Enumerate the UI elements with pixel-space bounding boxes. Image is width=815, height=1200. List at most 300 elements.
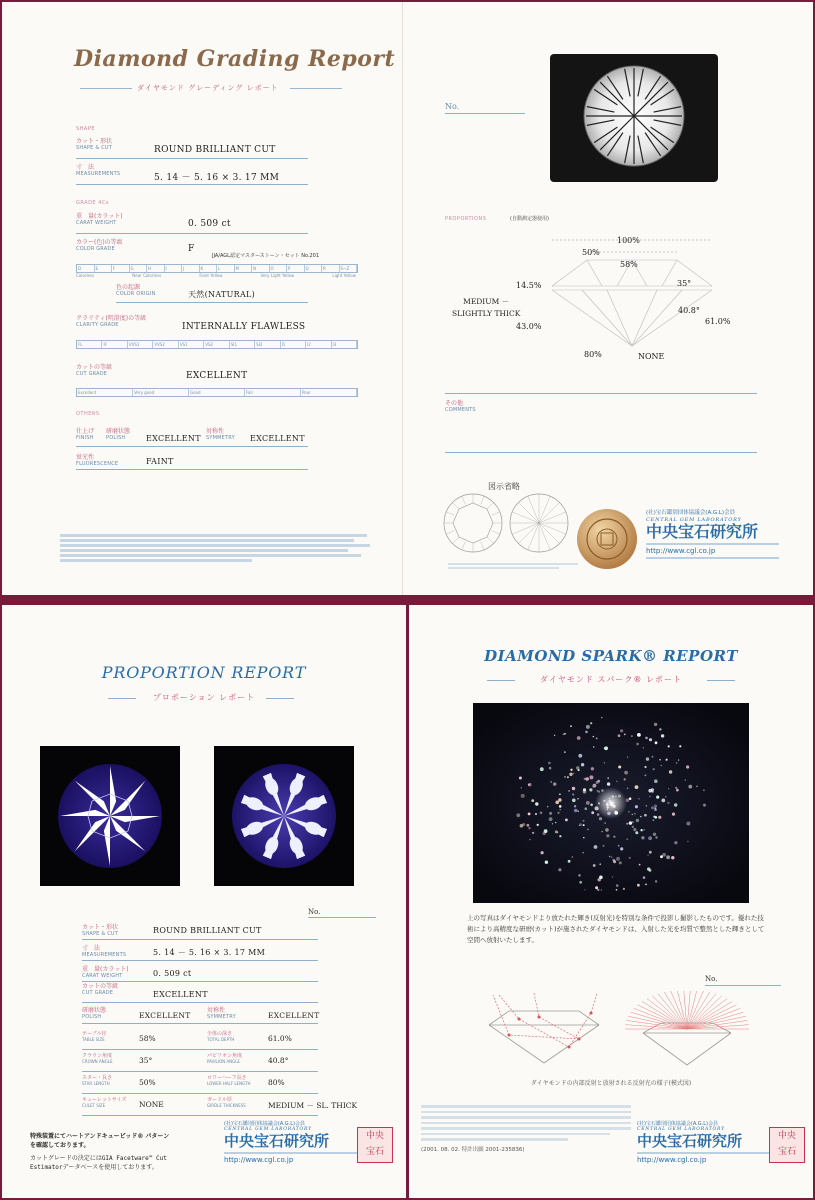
sparkle-dot	[582, 852, 583, 853]
color-label-en: COLOR GRADE	[76, 246, 115, 252]
sparkle-dot	[672, 813, 675, 816]
sparkle-dot	[665, 796, 666, 797]
sparkle-dot	[552, 823, 553, 824]
fineprint-line	[421, 1133, 610, 1136]
clarity-scale-cell: IF	[102, 341, 127, 348]
polish-label	[106, 428, 130, 442]
color-scale-cell: S~Z	[340, 265, 358, 272]
sparkle-dot	[618, 766, 621, 769]
carat-label	[76, 213, 123, 227]
sparkle-dot	[638, 798, 640, 800]
special-note-line1: 特殊装置にてハートアンドキューピッド® パターン	[30, 1133, 170, 1140]
sparkle-dot	[655, 807, 657, 809]
sparkle-dot	[613, 860, 616, 863]
p-cut-label-en: CUT GRADE	[82, 990, 114, 996]
shape-rule	[76, 158, 308, 159]
sparkle-dot	[644, 766, 646, 768]
sparkle-dot	[653, 816, 655, 818]
sparkle-dot	[537, 824, 539, 826]
sparkle-dot	[593, 746, 594, 747]
proportion-diagram	[542, 234, 722, 354]
sparkle-dot	[578, 754, 582, 758]
cut-scale	[76, 388, 358, 397]
fluor-label-en: FLUORESCENCE	[76, 461, 119, 467]
sparkle-dot	[521, 787, 522, 788]
sparkle-dot	[667, 802, 669, 804]
proportion-no-label: No.	[308, 908, 321, 916]
sparkle-dot	[583, 837, 584, 838]
sparkle-dot	[581, 763, 584, 766]
sparkle-dot	[586, 777, 589, 780]
grading-footnotes	[60, 532, 380, 572]
prop-pavilion-depth: 43.0%	[516, 322, 542, 331]
proportions-rule	[445, 393, 757, 394]
sparkle-dot	[644, 814, 647, 817]
p-sym-value: EXCELLENT	[268, 1011, 320, 1020]
sparkle-dot	[613, 836, 615, 838]
sparkle-dot	[676, 762, 678, 764]
clarity-label-en: CLARITY GRADE	[76, 322, 119, 328]
hearts-photo	[40, 746, 180, 886]
color-scale-word: Light Yellow	[332, 273, 356, 278]
s-org-address-line	[637, 1152, 773, 1154]
spark-title-jp: ダイヤモンド スパーク® レポート	[540, 675, 682, 684]
color-value: F	[188, 244, 195, 254]
clarity-scale-cell: FL	[77, 341, 102, 348]
sparkle-dot	[662, 853, 666, 857]
p-carat-label-en: CARAT WEIGHT	[82, 973, 123, 979]
metric-right-label-jp: ロワーハーフ長さ	[207, 1075, 247, 1081]
sparkle-dot	[678, 759, 679, 760]
metric-right-value: 40.8°	[268, 1056, 289, 1065]
cut-label-jp: カットの等級	[76, 364, 112, 371]
sparkle-dot	[591, 767, 594, 770]
fineprint-line	[421, 1122, 631, 1125]
sparkle-dot	[661, 799, 665, 803]
section-others: OTHERS	[76, 411, 100, 417]
metric-left-label-jp: スター・長さ	[82, 1075, 113, 1081]
gia-note-line2: Estimatorデータベースを使用しております。	[30, 1164, 158, 1171]
sparkle-dot	[627, 788, 629, 790]
reflection-point	[578, 1038, 581, 1041]
color-note: JJA/AGL認定マスターストーン・セット No.201	[212, 253, 320, 259]
sparkle-dot	[652, 756, 654, 758]
sparkle-dot	[591, 811, 594, 814]
org-english: CENTRAL GEM LABORATORY	[646, 517, 742, 523]
sparkle-dot	[599, 863, 601, 865]
fluor-value: FAINT	[146, 457, 174, 466]
sparkle-dot	[577, 798, 578, 799]
sparkle-dot	[604, 746, 608, 750]
metric-left-label-jp: キューレットサイズ	[82, 1097, 127, 1103]
sparkle-dot	[654, 779, 658, 783]
proportion-title-rule-right	[266, 698, 294, 699]
sparkle-dot	[529, 839, 531, 841]
sparkle-dot	[629, 857, 631, 859]
sparkle-dot	[598, 878, 601, 881]
prop-total: 100%	[617, 236, 640, 245]
p-meas-label	[82, 945, 126, 959]
section-shape: SHAPE	[76, 126, 96, 132]
metric-left-label-jp: テーブル径	[82, 1031, 107, 1037]
metric-right-label-jp: ガードル厚	[207, 1097, 233, 1103]
color-scale-word: Very Light Yellow	[260, 273, 295, 278]
cut-scale-cell: Excellent	[77, 389, 133, 396]
p-org-name: 中央宝石研究所	[224, 1132, 330, 1150]
prop-pavilion-angle: 40.8°	[678, 306, 700, 315]
sparkle-dot	[669, 770, 672, 773]
p-polish-rule	[82, 1023, 318, 1024]
facet-line	[452, 502, 458, 508]
origin-value: 天然(NATURAL)	[188, 290, 256, 299]
sparkle-dot	[687, 841, 688, 842]
sparkle-dot	[618, 734, 621, 737]
p-shape-rule	[82, 939, 318, 940]
meas-label	[76, 164, 120, 178]
sparkle-dot	[590, 722, 592, 724]
sparkle-dot	[616, 889, 618, 891]
sparkle-dot	[656, 796, 659, 799]
sparkle-dot	[659, 759, 661, 761]
org-block-top	[646, 508, 786, 561]
cut-scale-cell: Very good	[133, 389, 189, 396]
sparkle-dot	[661, 765, 662, 766]
sparkle-dot	[685, 779, 686, 780]
clarity-scale-cell: I2	[306, 341, 331, 348]
sparkle-dot	[593, 736, 594, 737]
sparkle-dot	[649, 796, 651, 798]
special-note-line2: を確認しております。	[30, 1142, 90, 1149]
sparkle-dot	[601, 889, 602, 890]
clarity-scale-cell: VVS2	[153, 341, 178, 348]
sparkle-dot	[573, 773, 574, 774]
sparkle-dot	[679, 745, 681, 747]
grading-no-rule	[445, 113, 525, 114]
sparkle-dot	[629, 821, 632, 824]
proportion-title-jp: プロポーション レポート	[152, 693, 256, 702]
metric-left-value: 50%	[139, 1078, 156, 1087]
color-scale-word: Faint Yellow	[199, 273, 223, 278]
fineprint-line	[421, 1116, 631, 1119]
arrows-photo	[214, 746, 354, 886]
spark-report-sheet	[409, 605, 813, 1198]
sparkle-dot	[616, 857, 620, 861]
sparkle-dot	[661, 734, 664, 737]
metric-right-label-en: PAVILION ANGLE	[207, 1059, 240, 1064]
footnote-line	[60, 549, 348, 552]
cut-label	[76, 364, 112, 378]
p-meas-label-en: MEASUREMENTS	[82, 952, 127, 958]
sparkle-dot	[624, 771, 628, 775]
sparkle-dot	[616, 884, 619, 887]
sparkle-dot	[585, 731, 588, 734]
color-scale-words	[76, 273, 356, 278]
sparkle-dot	[666, 855, 670, 859]
sparkle-dot	[668, 745, 670, 747]
sparkle-dot	[651, 806, 654, 809]
sparkle-dot	[637, 733, 641, 737]
clarity-scale-cell: VVS1	[128, 341, 153, 348]
proportions-note: (自動測定器使用)	[510, 216, 549, 222]
sparkle-dot	[674, 803, 677, 806]
fineprint-line	[421, 1127, 631, 1130]
sparkle-dot	[545, 861, 548, 864]
carat-rule	[76, 233, 308, 234]
sparkle-dot	[620, 847, 623, 850]
polish-label-en: POLISH	[106, 435, 126, 441]
metric-left-value: 58%	[139, 1034, 156, 1043]
facet-line	[446, 512, 454, 515]
sparkle-dot	[586, 725, 590, 729]
clarity-label-jp: クラリティ(明澄度)の等級	[76, 315, 147, 322]
sparkle-dot	[554, 735, 555, 736]
sparkle-dot	[582, 820, 584, 822]
p-sym-label	[207, 1007, 236, 1021]
sparkle-dot	[636, 743, 639, 746]
sparkle-dot	[635, 805, 638, 808]
facet-line	[462, 496, 465, 504]
p-red-seal	[357, 1127, 393, 1163]
color-scale-cell: M	[235, 265, 253, 272]
gia-note	[30, 1154, 167, 1172]
clarity-scale-cell: I1	[281, 341, 306, 348]
patent-note: (2001. 08. 02. 特許出願 2001-235836)	[421, 1146, 525, 1153]
sparkle-dot	[572, 799, 576, 803]
proportion-title: PROPORTION REPORT	[101, 663, 307, 682]
clarity-scale-cell: VS2	[204, 341, 229, 348]
gold-seal	[576, 508, 638, 570]
sparkle-dot	[603, 845, 605, 847]
color-scale-word: Near Colorless	[132, 273, 162, 278]
proportions-label: PROPORTIONS	[445, 216, 487, 222]
sparkle-dot	[569, 773, 572, 776]
sparkle-dot	[653, 833, 656, 836]
p-meas-label-jp: 寸 法	[82, 945, 101, 952]
metric-row	[82, 1094, 358, 1116]
sparkle-dot	[577, 810, 579, 812]
sparkle-dot	[649, 738, 652, 741]
sparkle-dot	[668, 788, 669, 789]
spark-emission-diagram	[621, 991, 753, 1069]
reflection-point	[518, 1018, 521, 1021]
sparkle-dot	[585, 807, 588, 810]
metric-right-label-en: TOTAL DEPTH	[207, 1037, 235, 1042]
color-scale-cell: E	[95, 265, 113, 272]
sparkle-dot	[637, 884, 640, 887]
origin-label	[116, 284, 155, 298]
sparkle-dot	[519, 777, 522, 780]
meas-rule	[76, 184, 308, 185]
sparkle-dot	[596, 781, 599, 784]
prop-crown-angle: 35°	[677, 279, 692, 288]
section-grade: GRADE 4Cs	[76, 200, 109, 206]
sparkle-dot	[612, 876, 613, 877]
sparkle-dot	[605, 828, 609, 832]
p-shape-label-en: SHAPE & CUT	[82, 931, 119, 937]
sparkle-dot	[654, 723, 657, 726]
proportion-no-rule	[308, 917, 376, 918]
metric-left-label-en: CROWN ANGLE	[82, 1059, 113, 1064]
s-org-affiliation: (社)宝石鑑別団体協議会(A.G.L)会員	[637, 1121, 718, 1127]
s-red-seal	[769, 1127, 805, 1163]
p-polish-value: EXCELLENT	[139, 1011, 191, 1020]
metric-right-label-en: LOWER HALF LENGTH	[207, 1081, 251, 1086]
sparkle-dot	[660, 855, 663, 858]
sparkle-dot	[593, 787, 594, 788]
metric-left-value: 35°	[139, 1056, 153, 1065]
p-cut-label	[82, 983, 118, 997]
sparkle-dot	[535, 802, 538, 805]
facet-diagram-pavilion	[508, 492, 570, 554]
sparkle-dot	[568, 790, 570, 792]
facet-line	[446, 531, 454, 534]
sparkle-dot	[611, 857, 612, 858]
sparkle-dot	[671, 856, 674, 859]
sparkle-dot	[629, 797, 632, 800]
facet-line	[491, 531, 499, 534]
p-cut-value: EXCELLENT	[153, 990, 208, 999]
sparkle-dot	[572, 793, 574, 795]
sparkle-dot	[557, 812, 559, 814]
grading-title: Diamond Grading Report	[74, 46, 396, 72]
sparkle-dot	[643, 747, 644, 748]
sparkle-dot	[645, 775, 647, 777]
symmetry-label-en: SYMMETRY	[206, 435, 235, 441]
special-note	[30, 1132, 169, 1150]
p-polish-label-en: POLISH	[82, 1014, 102, 1020]
color-scale-cell: J	[182, 265, 200, 272]
org-affiliation: (社)宝石鑑別団体協議会(A.G.L)会員	[646, 510, 736, 516]
color-scale-cell: Q	[305, 265, 323, 272]
metric-left-label-en: TABLE SIZE	[82, 1037, 105, 1042]
reflection-point	[568, 1046, 571, 1049]
footnote-line	[60, 559, 252, 562]
s-org-url[interactable]: http://www.cgl.co.jp	[637, 1156, 707, 1164]
facet-line	[539, 523, 560, 544]
sparkle-dot	[647, 855, 648, 856]
cut-value: EXCELLENT	[186, 371, 248, 381]
metric-row	[82, 1028, 318, 1050]
metric-left-label-en: CULET SIZE	[82, 1103, 106, 1108]
sparkle-dot	[543, 832, 546, 835]
facet-line	[481, 541, 484, 549]
sparkle-dot	[648, 836, 652, 840]
sparkle-dot	[696, 786, 698, 788]
p-org-url[interactable]: http://www.cgl.co.jp	[224, 1156, 294, 1164]
comments-rule	[445, 452, 757, 453]
sparkle-dot	[547, 806, 549, 808]
prop-crown-height: 14.5%	[516, 281, 542, 290]
sparkle-dot	[601, 717, 602, 718]
sparkle-dot	[618, 845, 620, 847]
proportion-report-sheet	[2, 605, 406, 1198]
gia-note-line1: カットグレードの決定にはGIA Facetware™ Cut	[30, 1155, 167, 1162]
sparkle-dot	[528, 784, 530, 786]
sparkle-dot	[553, 782, 556, 785]
center-fold	[402, 2, 403, 595]
clarity-scale-cell: I3	[332, 341, 357, 348]
sparkle-dot	[570, 725, 572, 727]
org-url[interactable]: http://www.cgl.co.jp	[646, 547, 716, 555]
emission-ray	[642, 1001, 687, 1029]
metric-right-value: 80%	[268, 1078, 285, 1087]
sparkle-dot	[574, 809, 577, 812]
sparkle-dot	[563, 733, 565, 735]
sparkle-dot	[527, 824, 530, 827]
sparkle-dot	[579, 881, 582, 884]
prop-total-depth: 61.0%	[705, 317, 731, 326]
sparkle-dot	[516, 813, 520, 817]
title-rule-right	[290, 88, 342, 89]
sparkle-dot	[570, 769, 572, 771]
sparkle-dot	[655, 741, 658, 744]
diamond-photo	[550, 54, 718, 182]
sparkle-dot	[528, 827, 530, 829]
fluor-label	[76, 454, 118, 468]
sparkle-dot	[659, 728, 661, 730]
origin-label-jp: 色の起源	[116, 284, 141, 291]
sparkle-dot	[643, 829, 644, 830]
sparkle-dot	[655, 836, 657, 838]
sparkle-dot	[651, 788, 654, 791]
meas-label-en: MEASUREMENTS	[76, 171, 121, 177]
cut-scale-cell: Poor	[301, 389, 357, 396]
sparkle-dot	[632, 821, 634, 823]
sparkle-dot	[597, 889, 599, 891]
color-scale-cell: P	[287, 265, 305, 272]
sparkle-dot	[568, 860, 571, 863]
meas-label-jp: 寸 法	[76, 164, 95, 171]
finish-label-jp: 仕上げ	[76, 428, 95, 435]
facet-line	[452, 537, 458, 543]
sparkle-dot	[559, 805, 562, 808]
sparkle-dot	[607, 782, 610, 785]
sparkle-dot	[627, 839, 628, 840]
sparkle-dot	[548, 762, 551, 765]
spark-title-rule-right	[707, 680, 735, 681]
sparkle-dot	[632, 814, 634, 816]
p-meas-rule	[82, 960, 318, 961]
shape-label-jp: カット・形状	[76, 138, 112, 145]
prop-culet: NONE	[638, 352, 665, 361]
color-label	[76, 239, 123, 253]
sparkle-dot	[627, 756, 628, 757]
p-org-address-line	[224, 1152, 364, 1154]
clarity-scale-cell: SI1	[230, 341, 255, 348]
emission-ray	[687, 1012, 743, 1029]
spark-no-label: No.	[705, 975, 718, 983]
prop-girdle: MEDIUM － SLIGHTLY THICK	[452, 297, 521, 318]
sparkle-dot	[647, 867, 650, 870]
facet-line	[487, 537, 493, 543]
carat-value: 0. 509 ct	[188, 219, 231, 229]
clarity-scale	[76, 340, 358, 349]
p-shape-label-jp: カット・形状	[82, 924, 118, 931]
org-address-line	[646, 543, 779, 545]
sparkle-dot	[635, 785, 639, 789]
p-polish-label	[82, 1007, 106, 1021]
color-scale-cell: I	[165, 265, 183, 272]
spark-photo	[473, 703, 749, 903]
sparkle-dot	[646, 805, 648, 807]
color-scale-cell: K	[200, 265, 218, 272]
sparkle-dot	[595, 886, 598, 889]
sparkle-dot	[586, 801, 590, 805]
sparkle-dot	[576, 766, 580, 770]
sparkle-dot	[531, 799, 534, 802]
sparkle-dot	[555, 801, 559, 805]
symmetry-label	[206, 428, 235, 442]
